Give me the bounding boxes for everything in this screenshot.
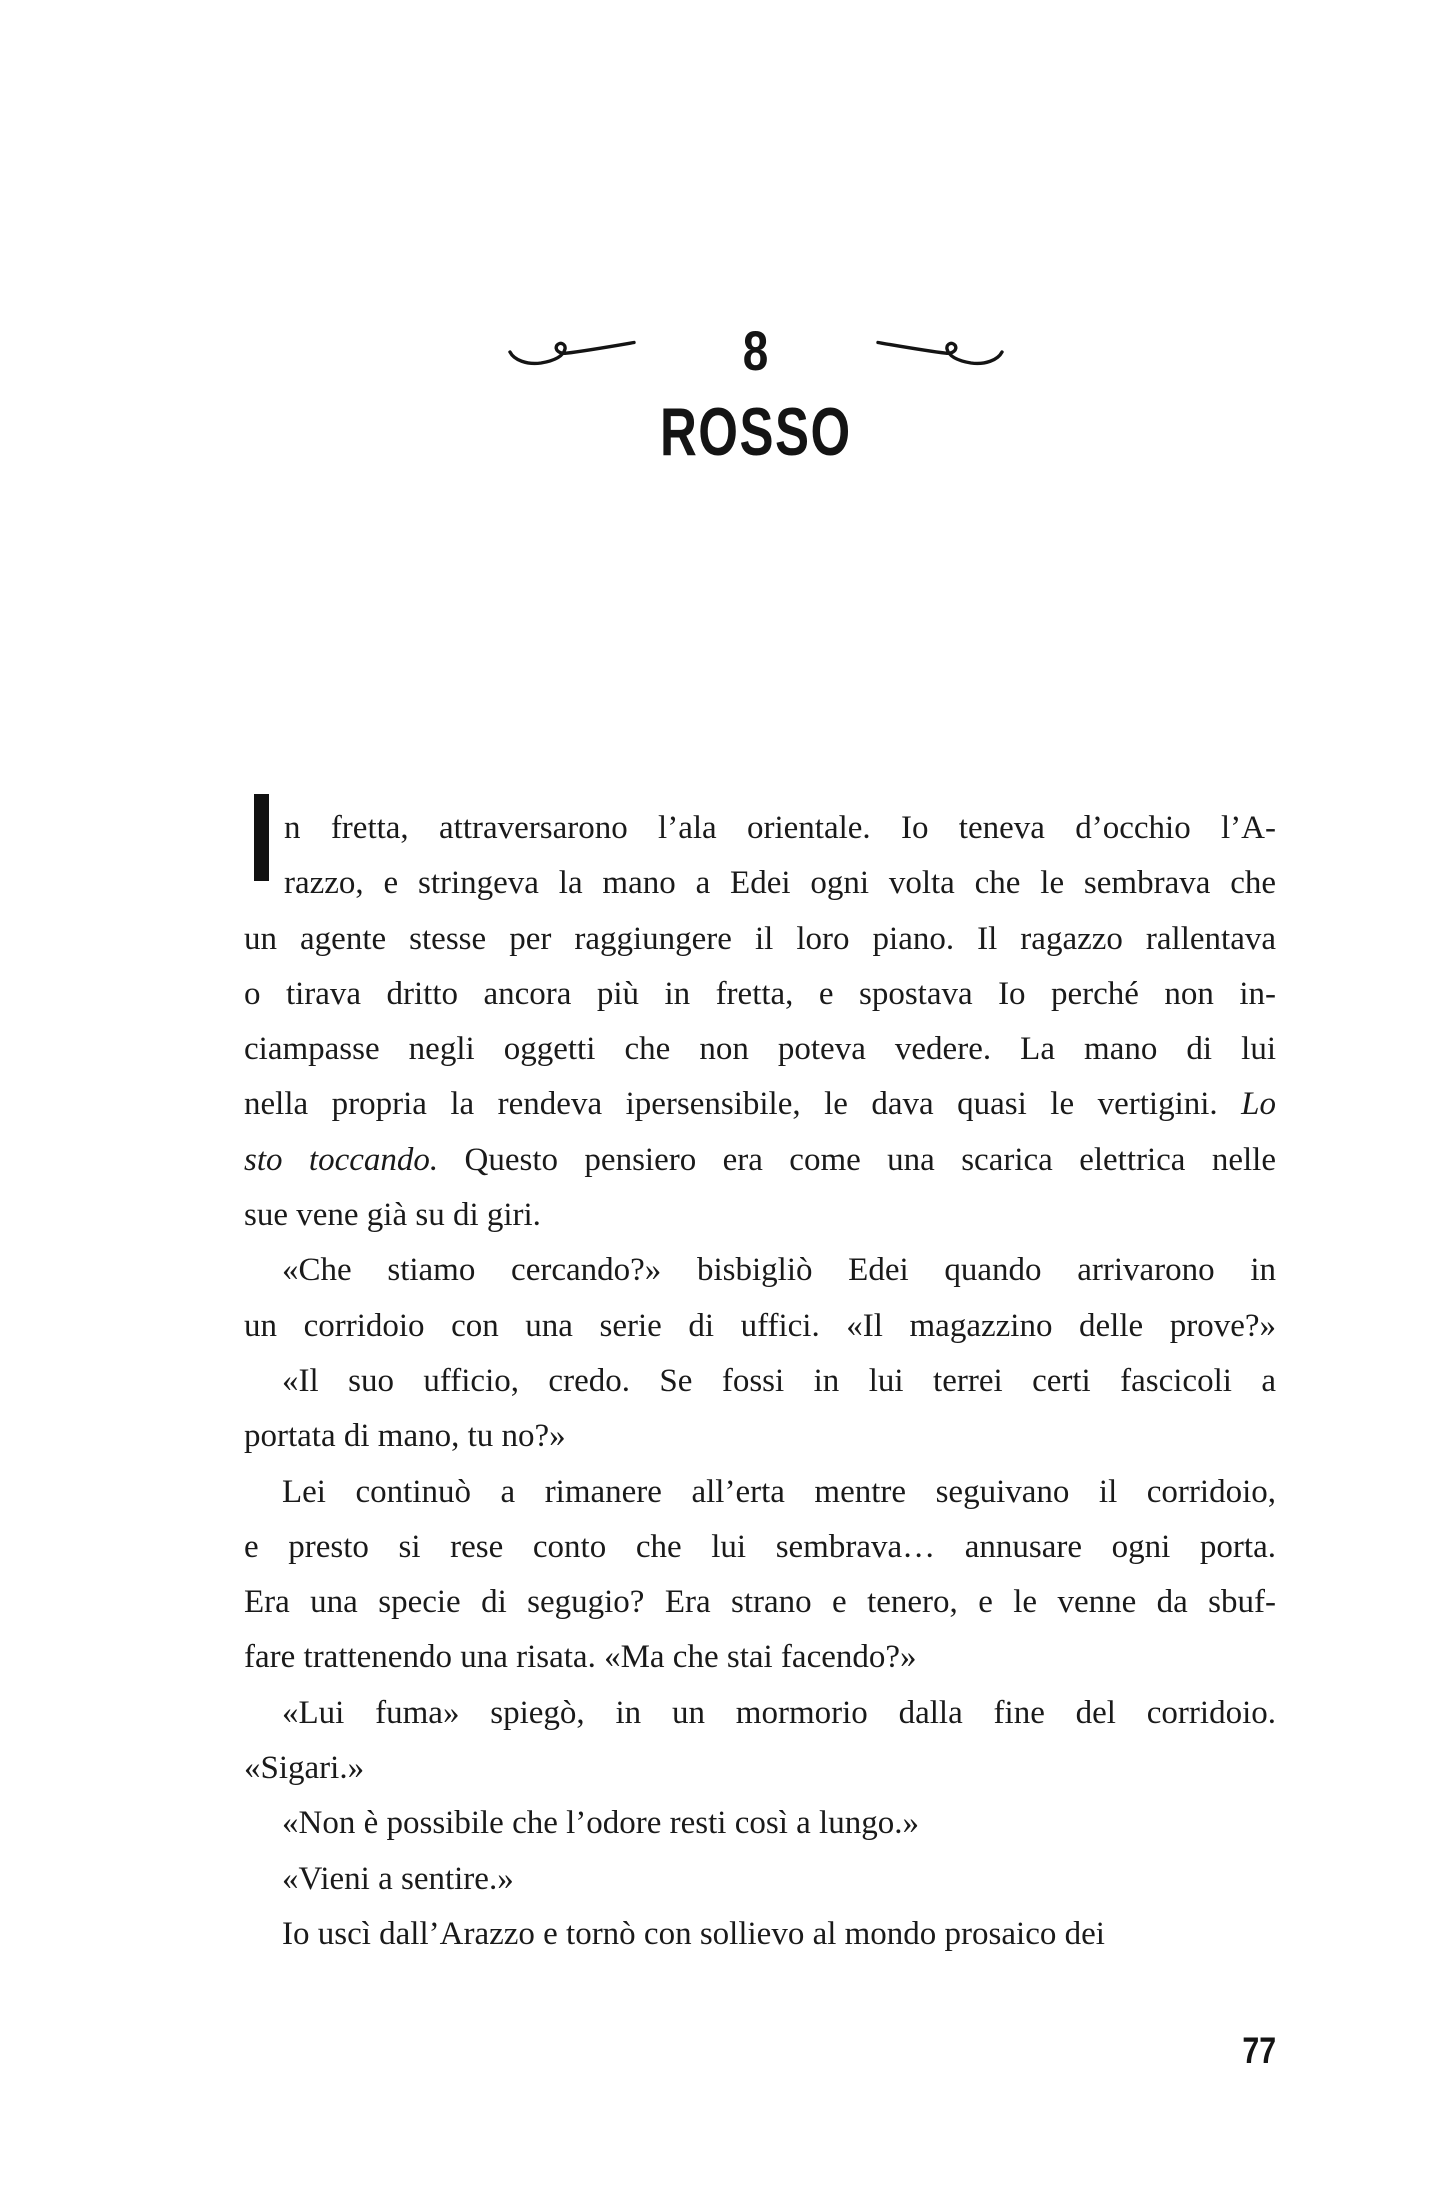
drop-cap-letter-i — [254, 794, 269, 881]
text-line: Lei continuò a rimanere all’erta mentre seguivano il corridoio, — [282, 1473, 1276, 1510]
chapter-title-text: ROSSO — [660, 394, 852, 470]
text-line: fare trattenendo una risata. «Ma che stai facendo?» — [244, 1639, 917, 1676]
text-line: «Vieni a sentire.» — [282, 1860, 514, 1897]
text-line: sto toccando. Questo pensiero era come una scarica elettrica nelle — [244, 1141, 1276, 1178]
body-text — [244, 801, 1276, 1962]
text-line: portata di mano, tu no?» — [244, 1418, 566, 1455]
text-line: o tirava dritto ancora più in fretta, e spostava Io perché non in- — [244, 975, 1276, 1012]
text-line: Io uscì dall’Arazzo e tornò con sollievo al mondo prosaico dei — [282, 1915, 1105, 1952]
text-line: un agente stesse per raggiungere il loro piano. Il ragazzo rallentava — [244, 920, 1276, 957]
text-line: un corridoio con una serie di uffici. «Il magazzino delle prove?» — [244, 1307, 1276, 1344]
text-line: «Non è possibile che l’odore resti così a lungo.» — [282, 1805, 919, 1842]
chapter-number: 8 — [743, 319, 769, 382]
text-line: «Sigari.» — [244, 1750, 365, 1787]
text-line: razzo, e stringeva la mano a Edei ogni volta che le sembrava che — [284, 865, 1276, 902]
text-line: «Che stiamo cercando?» bisbigliò Edei quando arrivarono in — [282, 1252, 1276, 1289]
text-line: e presto si rese conto che lui sembrava… annusare ogni porta. — [244, 1528, 1276, 1565]
text-line: «Lui fuma» spiegò, in un mormorio dalla fine del corridoio. — [282, 1694, 1276, 1731]
page-number: 77 — [1242, 2030, 1276, 2071]
text-line: Era una specie di segugio? Era strano e tenero, e le venne da sbuf- — [244, 1584, 1276, 1621]
swash-flourish-left-icon — [507, 336, 637, 366]
chapter-header — [507, 319, 1005, 382]
chapter-title — [67, 394, 1445, 470]
text-line: n fretta, attraversarono l’ala orientale. Io teneva d’occhio l’A- — [284, 810, 1276, 846]
text-line: «Il suo ufficio, credo. Se fossi in lui terrei certi fascicoli a — [282, 1362, 1276, 1399]
text-line: nella propria la rendeva ipersensibile, le dava quasi le vertigini. Lo — [244, 1086, 1276, 1123]
text-line: sue vene già su di giri. — [244, 1197, 541, 1234]
text-line: ciampasse negli oggetti che non poteva vedere. La mano di lui — [244, 1031, 1276, 1068]
swash-flourish-right-icon — [875, 336, 1005, 366]
